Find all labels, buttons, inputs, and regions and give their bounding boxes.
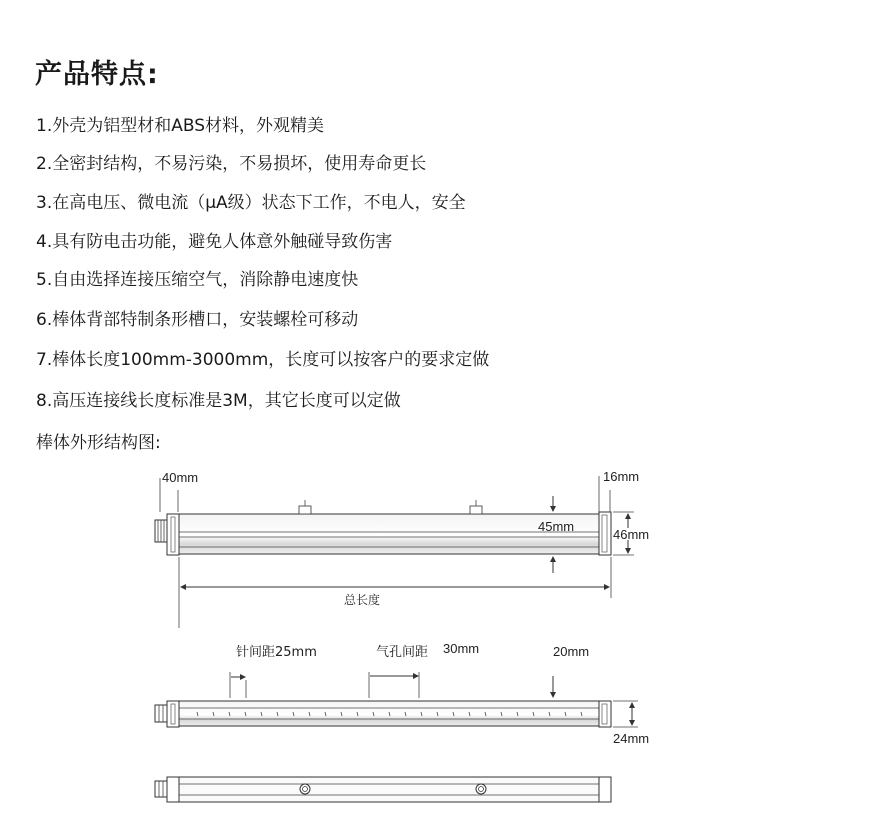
feature-item: 1.外壳为铝型材和ABS材料，外观精美 — [36, 116, 325, 136]
feature-item: 6.棒体背部特制条形槽口，安装螺栓可移动 — [36, 310, 359, 330]
height-label: 24mm — [613, 731, 650, 746]
feature-item: 3.在高电压、微电流（μA级）状态下工作，不电人，安全 — [36, 193, 466, 213]
feature-item: 4.具有防电击功能，避免人体意外触碰导致伤害 — [36, 232, 393, 252]
side-view — [155, 469, 649, 628]
page-title: 产品特点: — [35, 59, 159, 90]
pin-spacing-label: 针间距25mm — [236, 645, 317, 660]
front-view — [155, 641, 649, 746]
end-width-label: 16mm — [603, 469, 640, 484]
end-cap-length-label: 40mm — [162, 470, 199, 485]
depth-label: 20mm — [553, 644, 590, 659]
total-length-label: 总长度 — [344, 593, 381, 607]
feature-item: 5.自由选择连接压缩空气，消除静电速度快 — [36, 270, 359, 290]
air-hole-spacing-value: 30mm — [443, 641, 480, 656]
back-view — [155, 777, 611, 802]
air-hole-spacing-label: 气孔间距 — [376, 645, 429, 660]
feature-item: 7.棒体长度100mm-3000mm，长度可以按客户的要求定做 — [36, 350, 490, 370]
end-height-label: 46mm — [613, 527, 650, 542]
bar-height-label: 45mm — [538, 519, 575, 534]
feature-item: 2.全密封结构，不易污染，不易损坏，使用寿命更长 — [36, 154, 427, 174]
feature-item: 8.高压连接线长度标准是3M，其它长度可以定做 — [36, 391, 401, 411]
diagram-heading: 棒体外形结构图: — [36, 433, 161, 453]
